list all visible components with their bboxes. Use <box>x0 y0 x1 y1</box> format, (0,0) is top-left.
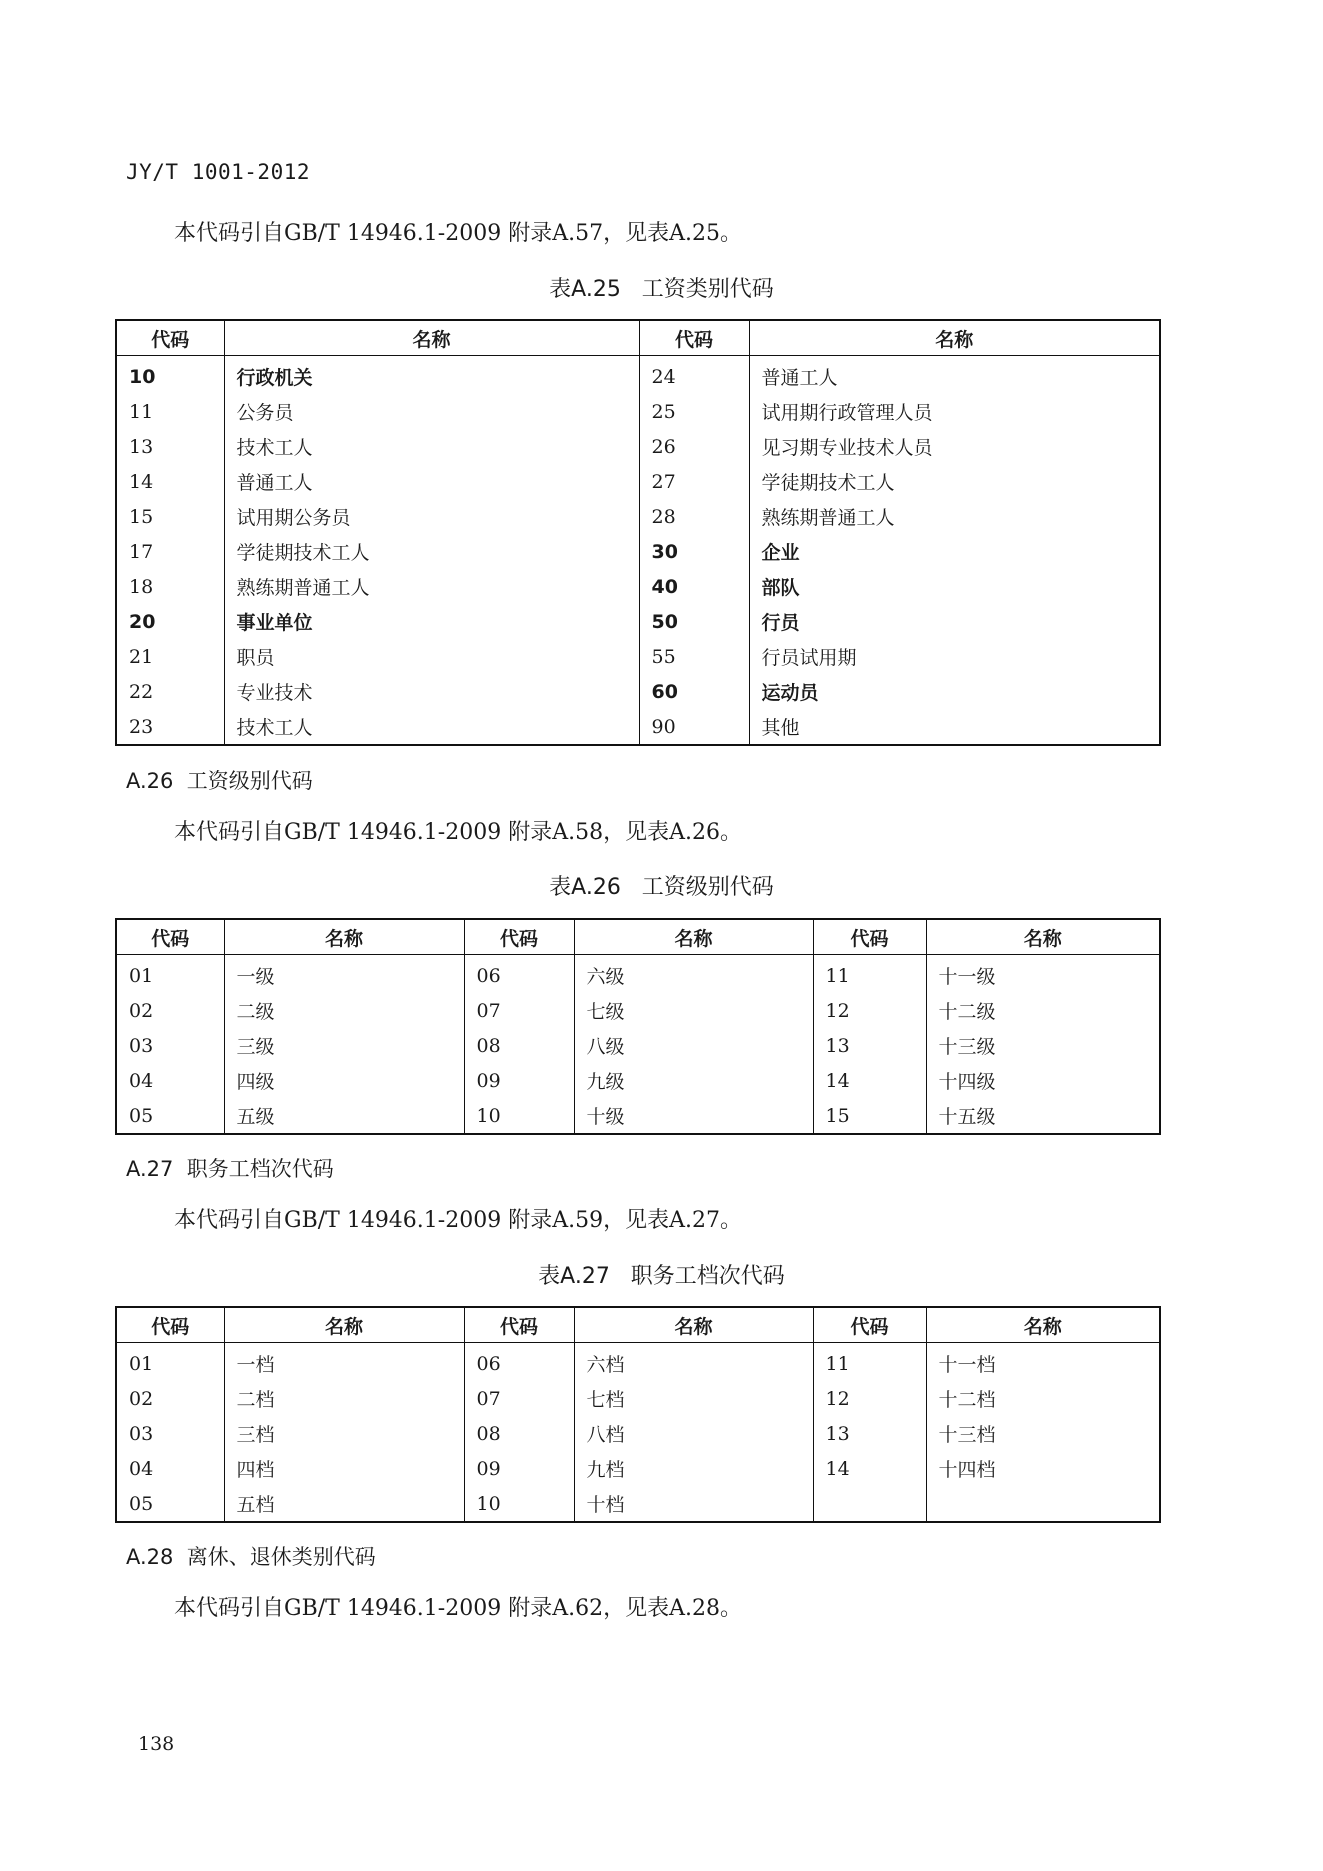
table-header-row <box>116 919 1160 955</box>
name-cell: 六档 <box>574 1343 813 1382</box>
name-cell: 行员试用期 <box>749 639 1160 674</box>
name-cell: 行员 <box>749 604 1160 639</box>
table-header-row <box>116 1307 1160 1343</box>
standard-code-header: JY/T 1001-2012 <box>126 160 311 184</box>
code-cell: 15 <box>129 505 154 528</box>
code-cell: 13 <box>129 435 154 458</box>
code-cell: 26 <box>639 429 749 464</box>
code-cell: 03 <box>129 1034 154 1057</box>
table-row <box>116 1486 1160 1522</box>
code-cell: 08 <box>464 1028 574 1063</box>
code-cell: 40 <box>639 569 749 604</box>
code-cell: 11 <box>129 400 154 423</box>
code-cell: 04 <box>129 1457 154 1480</box>
table-row <box>116 709 1160 745</box>
name-cell: 五级 <box>224 1098 464 1134</box>
code-cell: 01 <box>129 964 154 987</box>
name-cell: 六级 <box>574 955 813 994</box>
code-cell: 07 <box>464 993 574 1028</box>
worker-grade-table-body <box>116 1343 1160 1523</box>
name-cell: 部队 <box>749 569 1160 604</box>
name-cell: 七档 <box>574 1381 813 1416</box>
a28-source-text: 本代码引自GB/T 14946.1-2009 附录A.62，见表A.28。 <box>174 1596 742 1621</box>
code-cell: 90 <box>639 709 749 745</box>
name-cell: 二档 <box>224 1381 464 1416</box>
name-cell: 普通工人 <box>224 464 639 499</box>
name-cell: 行政机关 <box>224 356 639 395</box>
name-cell: 职员 <box>224 639 639 674</box>
name-cell: 学徒期技术工人 <box>749 464 1160 499</box>
page-number: 138 <box>138 1733 175 1755</box>
code-cell: 02 <box>129 1387 154 1410</box>
table-row <box>116 993 1160 1028</box>
section-heading-a26: A.26 工资级别代码 <box>126 769 313 793</box>
name-cell: 十四档 <box>926 1451 1160 1486</box>
name-cell: 十档 <box>574 1486 813 1522</box>
column-header: 代码 <box>813 919 926 955</box>
code-cell: 10 <box>129 365 156 388</box>
name-cell: 十三档 <box>926 1416 1160 1451</box>
name-cell: 十二档 <box>926 1381 1160 1416</box>
table-row <box>116 464 1160 499</box>
code-cell: 11 <box>813 1343 926 1382</box>
column-header: 名称 <box>926 919 1160 955</box>
table-row <box>116 569 1160 604</box>
name-cell: 企业 <box>749 534 1160 569</box>
column-header: 名称 <box>749 320 1160 356</box>
name-cell: 普通工人 <box>749 356 1160 395</box>
code-cell: 25 <box>639 394 749 429</box>
name-cell: 见习期专业技术人员 <box>749 429 1160 464</box>
name-cell: 十一级 <box>926 955 1160 994</box>
code-cell: 15 <box>813 1098 926 1134</box>
code-cell: 09 <box>464 1063 574 1098</box>
code-cell: 13 <box>813 1416 926 1451</box>
name-cell: 三档 <box>224 1416 464 1451</box>
table-row <box>116 1451 1160 1486</box>
code-cell: 05 <box>129 1492 154 1515</box>
a27-source-text: 本代码引自GB/T 14946.1-2009 附录A.59，见表A.27。 <box>174 1208 742 1233</box>
code-cell: 30 <box>639 534 749 569</box>
code-cell: 01 <box>129 1352 154 1375</box>
code-cell: 22 <box>129 680 154 703</box>
section-heading-a28: A.28 离休、退休类别代码 <box>126 1545 376 1569</box>
table-row <box>116 1381 1160 1416</box>
column-header: 代码 <box>464 1307 574 1343</box>
code-cell: 08 <box>464 1416 574 1451</box>
name-cell <box>926 1486 1160 1522</box>
code-cell: 10 <box>464 1486 574 1522</box>
table-row <box>116 394 1160 429</box>
name-cell: 十二级 <box>926 993 1160 1028</box>
code-cell: 13 <box>813 1028 926 1063</box>
column-header: 名称 <box>224 320 639 356</box>
name-cell: 技术工人 <box>224 429 639 464</box>
column-header: 代码 <box>116 919 224 955</box>
table-row <box>116 639 1160 674</box>
name-cell: 试用期公务员 <box>224 499 639 534</box>
table-header-row <box>116 320 1160 356</box>
code-cell <box>813 1486 926 1522</box>
name-cell: 一级 <box>224 955 464 994</box>
name-cell: 四档 <box>224 1451 464 1486</box>
code-cell: 60 <box>639 674 749 709</box>
wage-level-table <box>115 918 1161 1135</box>
name-cell: 八档 <box>574 1416 813 1451</box>
column-header: 代码 <box>813 1307 926 1343</box>
code-cell: 20 <box>129 610 156 633</box>
table-row <box>116 1028 1160 1063</box>
a25-table-caption: 表A.25 工资类别代码 <box>549 277 774 302</box>
name-cell: 四级 <box>224 1063 464 1098</box>
column-header: 名称 <box>224 919 464 955</box>
table-row <box>116 604 1160 639</box>
column-header: 名称 <box>574 919 813 955</box>
code-cell: 50 <box>639 604 749 639</box>
name-cell: 三级 <box>224 1028 464 1063</box>
code-cell: 06 <box>464 1343 574 1382</box>
code-cell: 24 <box>639 356 749 395</box>
table-row <box>116 356 1160 395</box>
table-row <box>116 1343 1160 1382</box>
table-row <box>116 1098 1160 1134</box>
name-cell: 十级 <box>574 1098 813 1134</box>
code-cell: 12 <box>813 993 926 1028</box>
a25-source-text: 本代码引自GB/T 14946.1-2009 附录A.57，见表A.25。 <box>174 221 742 246</box>
table-row <box>116 674 1160 709</box>
code-cell: 55 <box>639 639 749 674</box>
column-header: 代码 <box>639 320 749 356</box>
name-cell: 九档 <box>574 1451 813 1486</box>
column-header: 代码 <box>116 1307 224 1343</box>
name-cell: 八级 <box>574 1028 813 1063</box>
table-row <box>116 955 1160 994</box>
name-cell: 十四级 <box>926 1063 1160 1098</box>
code-cell: 21 <box>129 645 154 668</box>
code-cell: 28 <box>639 499 749 534</box>
a27-table-caption: 表A.27 职务工档次代码 <box>538 1264 785 1289</box>
code-cell: 03 <box>129 1422 154 1445</box>
name-cell: 十五级 <box>926 1098 1160 1134</box>
name-cell: 熟练期普通工人 <box>749 499 1160 534</box>
a26-table-caption: 表A.26 工资级别代码 <box>549 875 774 900</box>
table-row <box>116 1063 1160 1098</box>
name-cell: 五档 <box>224 1486 464 1522</box>
name-cell: 公务员 <box>224 394 639 429</box>
code-cell: 09 <box>464 1451 574 1486</box>
code-cell: 07 <box>464 1381 574 1416</box>
column-header: 名称 <box>224 1307 464 1343</box>
column-header: 名称 <box>926 1307 1160 1343</box>
worker-grade-table <box>115 1306 1161 1523</box>
table-row <box>116 534 1160 569</box>
a26-source-text: 本代码引自GB/T 14946.1-2009 附录A.58，见表A.26。 <box>174 820 742 845</box>
section-heading-a27: A.27 职务工档次代码 <box>126 1157 334 1181</box>
code-cell: 04 <box>129 1069 154 1092</box>
code-cell: 12 <box>813 1381 926 1416</box>
name-cell: 十一档 <box>926 1343 1160 1382</box>
code-cell: 23 <box>129 715 154 738</box>
wage-category-table-body <box>116 356 1160 746</box>
code-cell: 06 <box>464 955 574 994</box>
column-header: 代码 <box>464 919 574 955</box>
wage-category-table <box>115 319 1161 746</box>
table-row <box>116 429 1160 464</box>
name-cell: 事业单位 <box>224 604 639 639</box>
name-cell: 技术工人 <box>224 709 639 745</box>
code-cell: 05 <box>129 1104 154 1127</box>
name-cell: 学徒期技术工人 <box>224 534 639 569</box>
code-cell: 14 <box>813 1451 926 1486</box>
code-cell: 14 <box>813 1063 926 1098</box>
code-cell: 10 <box>464 1098 574 1134</box>
code-cell: 02 <box>129 999 154 1022</box>
wage-level-table-body <box>116 955 1160 1135</box>
name-cell: 熟练期普通工人 <box>224 569 639 604</box>
name-cell: 其他 <box>749 709 1160 745</box>
name-cell: 运动员 <box>749 674 1160 709</box>
code-cell: 18 <box>129 575 154 598</box>
table-row <box>116 1416 1160 1451</box>
code-cell: 14 <box>129 470 154 493</box>
name-cell: 十三级 <box>926 1028 1160 1063</box>
code-cell: 27 <box>639 464 749 499</box>
name-cell: 七级 <box>574 993 813 1028</box>
column-header: 名称 <box>574 1307 813 1343</box>
name-cell: 九级 <box>574 1063 813 1098</box>
code-cell: 11 <box>813 955 926 994</box>
name-cell: 专业技术 <box>224 674 639 709</box>
code-cell: 17 <box>129 540 154 563</box>
table-row <box>116 499 1160 534</box>
name-cell: 二级 <box>224 993 464 1028</box>
name-cell: 一档 <box>224 1343 464 1382</box>
column-header: 代码 <box>116 320 224 356</box>
name-cell: 试用期行政管理人员 <box>749 394 1160 429</box>
